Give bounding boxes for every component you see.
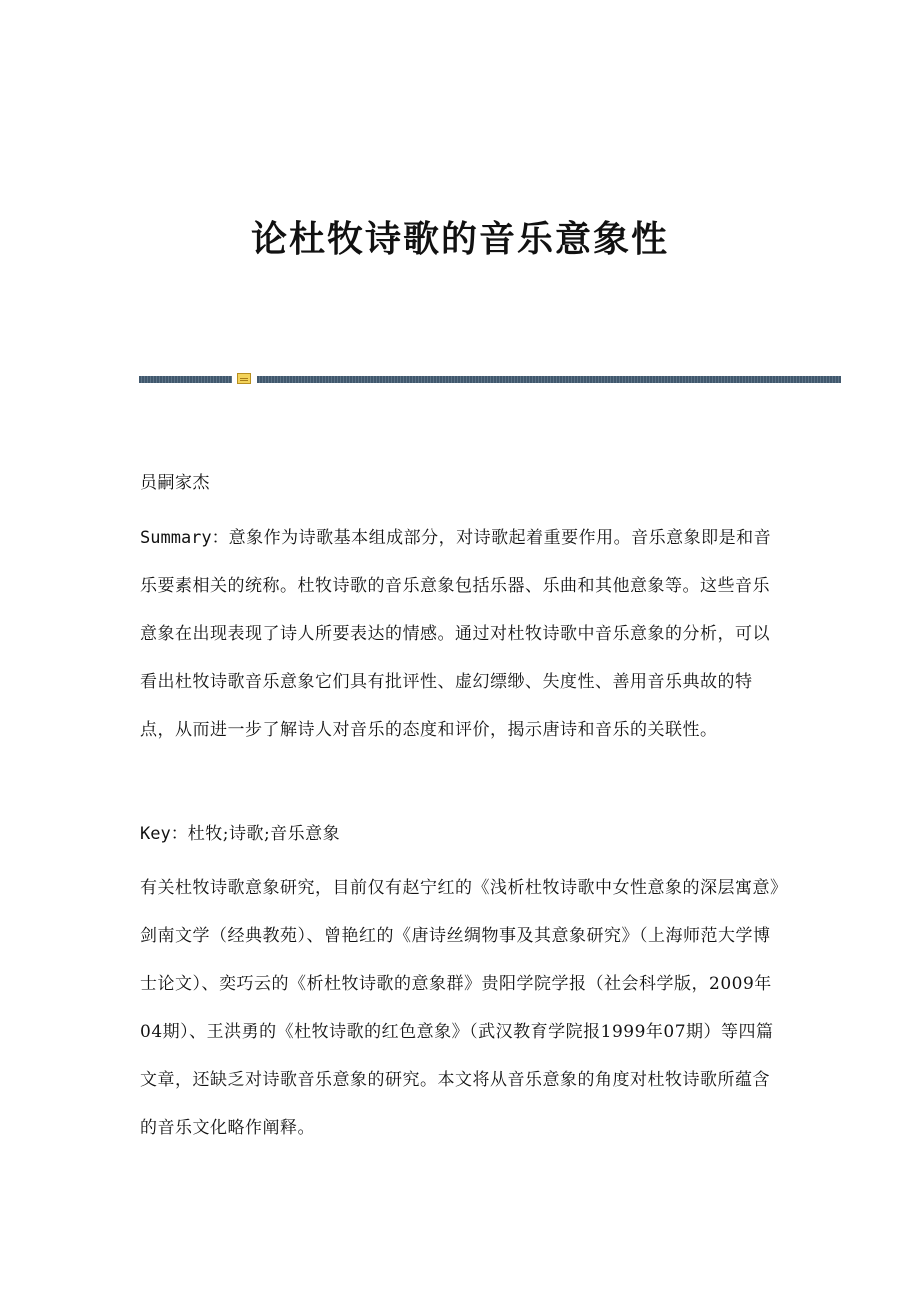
- summary-text: 意象作为诗歌基本组成部分，对诗歌起着重要作用。音乐意象即是和音乐要素相关的统称。杜牧诗歌的音乐意象包括乐器、乐曲和其他意象等。这些音乐意象在出现表现了诗人所要表达的情感。通过对杜牧诗歌中音乐意象的分析，可以看出杜牧诗歌音乐意象它们具有批评性、虚幻缥缈、失度性、善用音乐典故的特点，从而进一步了解诗人对音乐的态度和评价，揭示唐诗和音乐的关联性。: [140, 528, 772, 740]
- keywords-paragraph: [140, 810, 780, 858]
- summary-paragraph: [140, 514, 780, 754]
- summary-label: Summary：: [140, 528, 229, 548]
- divider-bar-left: [139, 376, 232, 383]
- body-paragraph: 有关杜牧诗歌意象研究，目前仅有赵宁红的《浅析杜牧诗歌中女性意象的深层寓意》剑南文学（经典教苑）、曾艳红的《唐诗丝绸物事及其意象研究》（上海师范大学博士论文）、奕巧云的《析杜牧诗歌的意象群》贵阳学院学报（社会科学版，2009年04期）、王洪勇的《杜牧诗歌的红色意象》（武汉教育学院报1999年07期）等四篇文章，还缺乏对诗歌音乐意象的研究。本文将从音乐意象的角度对杜牧诗歌所蕴含的音乐文化略作阐释。: [140, 878, 779, 1138]
- keywords-text: 杜牧;诗歌;音乐意象: [187, 824, 341, 844]
- author-name: 员嗣家杰: [140, 473, 210, 493]
- keywords-label: Key：: [140, 824, 188, 844]
- divider-bar-right: [257, 376, 841, 383]
- document-title: 论杜牧诗歌的音乐意象性: [250, 219, 669, 260]
- section-divider: [139, 373, 841, 385]
- ornament-icon: [237, 373, 251, 384]
